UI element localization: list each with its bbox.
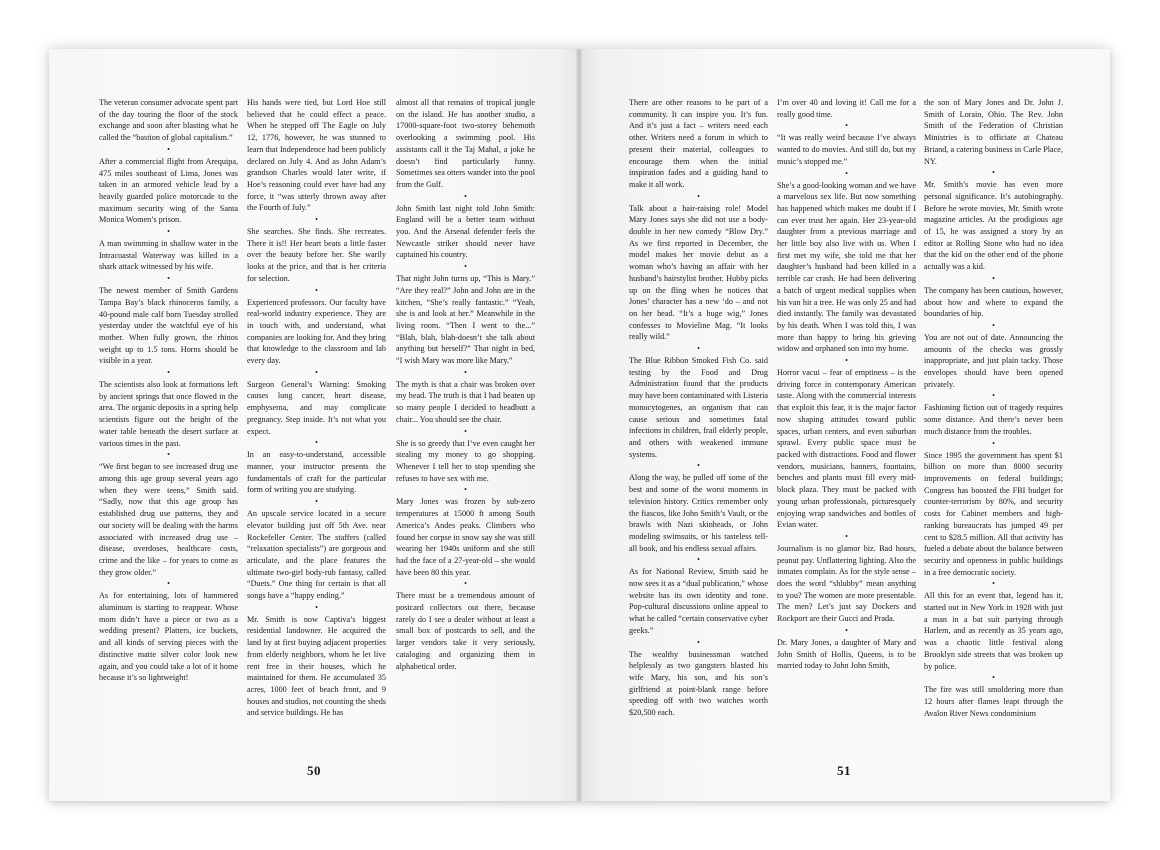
article-paragraph: almost all that remains of tropical jungle on the island. He has another studio, a 17000-square-foot two-storey behemoth overlooking a swimming pool. His assistants call it the Taj Mahal, a joke he doesn’t find particularly funny. Sometimes sea otters wander into the pool from the Gulf.: [396, 98, 535, 189]
article-paragraph: In an easy-to-understand, accessible manner, your instructor presents the fundamentals of craft for the particular form of writing you are studying.: [247, 450, 386, 495]
article-paragraph: She is so greedy that I’ve even caught her stealing my money to go shopping. Whenever I tell her to stop spending she refuses to have sex with me.: [396, 438, 535, 483]
bullet-separator: •: [845, 168, 848, 178]
bullet-separator: •: [992, 438, 995, 448]
bullet-separator: •: [167, 368, 170, 378]
article-paragraph: The Blue Ribbon Smoked Fish Co. said testing by the Food and Drug Administration found that the products may have been contaminated with Listeria monocytogenes, an organism that can cause serious and sometimes fatal infections in children, frail elderly people, and others with weakened immune systems.: [629, 356, 768, 459]
bullet-separator: •: [315, 602, 318, 612]
article-paragraph: I’m over 40 and loving it! Call me for a really good time.: [777, 98, 916, 119]
bullet-separator: •: [315, 285, 318, 295]
bullet-separator: •: [697, 555, 700, 565]
article-paragraph: All this for an event that, legend has it, started out in New York in 1928 with just a man in a bat suit partying through Harlem, and as recently as 35 years ago, was a chaotic little festival along Brooklyn side streets that was broken up by police.: [924, 591, 1063, 671]
bullet-separator: •: [315, 215, 318, 225]
magazine-spread: [49, 49, 1110, 801]
bullet-separator: •: [992, 673, 995, 683]
article-paragraph: His hands were tied, but Lord Hoe still believed that he could effect a peace. When he stepped off The Eagle on July 12, 1776, however, he was stunned to learn that Independence had been publicly declared on July 4. And as John Adam’s grandson Charles would later write, if Hoe’s reasoning could ever have had any force, it “was utterly thrown away after the Fourth of July.”: [247, 98, 386, 213]
article-paragraph: There are other reasons to be part of a community. It can inspire you. It’s fun. And it’s just a fact – writers need each other. Writers need a forum in which to present their material, colleagues to encourage them when the initial inspiration fades and a guiding hand to make it all work.: [629, 98, 768, 189]
bullet-separator: •: [315, 497, 318, 507]
bullet-separator: •: [315, 367, 318, 377]
bullet-separator: •: [167, 579, 170, 589]
article-paragraph: Experienced professors. Our faculty have real-world industry experience. They are in touch with, and understand, what companies are looking for. And they bring that knowledge to the classroom and lab every day.: [247, 297, 386, 366]
article-paragraph: She searches. She finds. She recreates. There it is!! Her heart beats a little faster over the beauty before her. She warily looks at the price, and that is her criteria for selection.: [247, 227, 386, 283]
article-paragraph: Since 1995 the government has spent $1 billion on more than 8000 security improvements on federal buildings; Congress has boosted the FBI budget for counter-terrorism by 80%, and security costs for Cabinet members and high-ranking bureaucrats has jumped 49 per cent to $28.5 million. All that activity has fueled a debate about the balance between security and openness in public buildings in a free democratic society.: [924, 450, 1063, 577]
bullet-separator: •: [697, 344, 700, 354]
article-paragraph: As for National Review, Smith said he now sees it as a “dual publication,” whose website has its own identity and tone. Pop-cultural discussions online appeal to what he called “certain conservative cyber geeks.”: [629, 567, 768, 635]
article-paragraph: The veteran consumer advocate spent part of the day touring the floor of the stock exchange and soon after blasting what he called the “bastion of global capitalism.”: [99, 98, 238, 143]
article-paragraph: The fire was still smoldering more than 12 hours after flames leapt through the Avalon River News condominium: [924, 685, 1063, 718]
article-paragraph: John Smith last night told John Smith: England will be a better team without you. And the Arsenal defender feels the Newcastle striker should never have captained his country.: [396, 203, 535, 260]
left-column-1: [99, 97, 238, 757]
gutter-shadow: [576, 49, 582, 801]
article-paragraph: Mary Jones was frozen by sub-zero temperatures at 15000 ft among South America’s Andes peaks. Climbers who found her corpse in snow say she was still wearing her 1940s uniform and she still had the face of a 27-year-old – she would have been 80 this year.: [396, 497, 535, 577]
article-paragraph: The newest member of Smith Gardens Tampa Bay’s black rhinoceros family, a 40-pound male calf born Tuesday strolled yesterday under the watchful eye of his mother. When fully grown, the rhinos weight up to 1.5 tons. Horns should be visible in a year.: [99, 286, 238, 366]
article-paragraph: Dr. Mary Jones, a daughter of Mary and John Smith of Hollis, Queens, is to be married today to John John Smith,: [777, 637, 916, 671]
bullet-separator: •: [464, 191, 467, 201]
article-paragraph: Fashioning fiction out of tragedy requires some distance. And there’s never been much distance from the troubles.: [924, 403, 1063, 436]
article-paragraph: As for entertaining, lots of hammered aluminum is starting to reappear. Whose mom didn’t have a piece or two as a wedding present? Platters, ice buckets, and all kinds of serving pieces with the distinctive matte silver color look new again, and you could take a lot of it home because it’s so lightweight!: [99, 591, 238, 683]
bullet-separator: •: [845, 356, 848, 366]
bullet-separator: •: [992, 391, 995, 401]
bullet-separator: •: [167, 274, 170, 284]
bullet-separator: •: [845, 121, 848, 131]
page-number-left: 50: [307, 763, 321, 778]
right-column-1: [629, 97, 768, 757]
article-paragraph: The scientists also look at formations left by ancient springs that once flowed in the area. The organic deposits in a spring help scientists figure out the height of the water table beneath the desert surface at various times in the past.: [99, 380, 238, 448]
article-paragraph: “It was really weird because I’ve always wanted to do movies. And still do, but my music’s stopped me.”: [777, 133, 916, 166]
article-paragraph: Mr. Smith is now Captiva’s biggest residential landowner. He acquired the land by at first buying adjacent properties from elderly neighbors, whom he let live rent free in their houses, which he maintained for them. He accumulated 35 acres, 1000 feet of beach front, and 9 houses and studios, not counting the sheds and service buildings. He has: [247, 614, 386, 718]
article-paragraph: An upscale service located in a secure elevator building just off 5th Ave. near Rockefeller Center. The staffers (called “relaxation specialists”) are gorgeous and articulate, and the place features the ultimate two-girl body-rub fantasy, called “Duets.” One thing for certain is that all songs have a “happy ending.”: [247, 509, 386, 601]
article-paragraph: “We first began to see increased drug use among this age group several years ago when they were teens,” Smith said. “Sadly, now that this age group has established drug use patterns, they and our society will be dealing with the harms associated with increased drug use – disease, overdoses, healthcare costs, crime and the like – for years to come as they grow older.”: [99, 462, 238, 577]
bullet-separator: •: [845, 625, 848, 635]
right-column-2: [777, 97, 916, 757]
bullet-separator: •: [464, 262, 467, 272]
article-paragraph: After a commercial flight from Arequipa, 475 miles southeast of Lima, Jones was taken in an armored vehicle lead by a heavily guarded police motorcade to the maximum security wing of the Santa Monica Women’s prison.: [99, 156, 238, 225]
article-paragraph: The wealthy businessman watched helplessly as two gangsters blasted his wife Mary, his son, and his son’s girlfriend at point-blank range before speeding off with two watches worth $20,500 each.: [629, 649, 768, 718]
article-paragraph: The company has been cautious, however, about how and where to expand the boundaries of hip.: [924, 285, 1063, 319]
page-number-right: 51: [837, 763, 851, 778]
bullet-separator: •: [167, 144, 170, 154]
article-paragraph: The myth is that a chair was broken over my head. The truth is that I had beaten up so many people I decided to headbutt a chair... You should see the chair.: [396, 379, 535, 424]
bullet-separator: •: [167, 227, 170, 237]
bullet-separator: •: [464, 579, 467, 589]
bullet-separator: •: [167, 450, 170, 460]
bullet-separator: •: [464, 485, 467, 495]
article-paragraph: Horror vacui – fear of emptiness – is the driving force in contemporary American taste. Along with the commercial interests that exploit this fear, it is the major factor now shaping attitudes toward public spaces, urban centers, and even suburban sprawl. Every public space must be packed with distractions. Food and flower vendors, musicians, banners, fountains, benches and plants must fill every mid-block plaza. They must be packed with young urban professionals, picturesquely enjoying wrap sandwiches and bottles of Evian water.: [777, 368, 916, 530]
article-paragraph: Journalism is no glamor biz. Bad hours, peanut pay. Unflattering lighting. Also the inmates complain. As for the style sense – does the word “shlubby” mean anything to you? The women are more presentable. The men? Let’s just say Dockers and Rockport are their Gucci and Prada.: [777, 543, 916, 624]
bullet-separator: •: [992, 168, 995, 178]
article-paragraph: Surgeon General’s Warning: Smoking causes lung cancer, heart disease, emphysema, and may complicate pregnancy. Step inside. It’s not what you expect.: [247, 379, 386, 436]
article-paragraph: Mr. Smith’s movie has even more personal significance. It’s autobiography. Before he wrote movies, Mr. Smith wrote magazine articles. At the prodigious age of 15, he was assigned a story by an editor at Rolling Stone who had no idea that the kid on the other end of the phone actually was a kid.: [924, 180, 1063, 272]
bullet-separator: •: [464, 367, 467, 377]
bullet-separator: •: [697, 191, 700, 201]
bullet-separator: •: [315, 438, 318, 448]
left-column-3: [396, 97, 535, 757]
bullet-separator: •: [464, 426, 467, 436]
article-paragraph: Along the way, he pulled off some of the best and some of the worst moments in television history. Critics remember only the fiascos, like John Smith’s Vault, or the brawls with Nazi skinheads, or John modeling swimsuits, or his tasteless tell-all book, and his endless sexual affairs.: [629, 473, 768, 553]
bullet-separator: •: [992, 273, 995, 283]
left-column-2: [247, 97, 386, 757]
article-paragraph: That night John turns up, “This is Mary.” “Are they real?” John and John are in the kitchen, “She’s really fantastic.” “Yeah, she is and look at her.” Meanwhile in the living room. “Then I went to the...” “Blah, blah, blah-doesn’t she talk about anything but herself?” That night in bed, “I wish Mary was more like Mary.”: [396, 274, 535, 366]
article-paragraph: A man swimming in shallow water in the Intracoastal Waterway was killed in a shark attack witnessed by his wife.: [99, 239, 238, 272]
article-paragraph: There must be a tremendous amount of postcard collectors out there, because rarely do I see a dealer without at least a small box of postcards to sell, and the larger vendors take it very seriously, cataloging and organizing them in alphabetical order.: [396, 591, 535, 671]
bullet-separator: •: [992, 579, 995, 589]
right-column-3: [924, 97, 1063, 757]
right-page: [579, 49, 1110, 801]
article-paragraph: the son of Mary Jones and Dr. John J. Smith of Lorain, Ohio. The Rev. John Smith of the Federation of Christian Ministries is to officiate at Chateau Briand, a catering business in Carle Place, NY.: [924, 98, 1063, 166]
article-paragraph: Talk about a hair-raising role! Model Mary Jones says she did not use a body-double in her new comedy “Blow Dry.” As we first reported in December, the model makes her movie debut as a woman who’s having an affair with her husband’s hairstylist brother. Hubby picks up on the fling when he notices that Jones’ character has a new ‘do – and not on her head. “It’s a huge wig,” Jones confesses to Movieline Mag. “It looks really wild.”: [629, 203, 768, 342]
bullet-separator: •: [697, 461, 700, 471]
bullet-separator: •: [697, 637, 700, 647]
left-page: [49, 49, 579, 801]
article-paragraph: She’s a good-looking woman and we have a marvelous sex life. But now something has happened which makes me doubt if I can ever trust her again. Her 23-year-old daughter from a previous marriage and her little boy also live with us. When I first met my wife, she told me that her daughter’s husband had been killed in a terrible car crash. He had been delivering a batch of urgent medical supplies when his van hit a tree. He was only 25 and had died instantly. The family was devastated by his death. When I was told this, I was more than happy to bring his grieving widow and orphaned son into my home.: [777, 180, 916, 354]
bullet-separator: •: [992, 320, 995, 330]
article-paragraph: You are not out of date. Announcing the amounts of the checks was grossly inappropriate, and just plain tacky. Those envelopes should have been opened privately.: [924, 332, 1063, 389]
bullet-separator: •: [845, 531, 848, 541]
